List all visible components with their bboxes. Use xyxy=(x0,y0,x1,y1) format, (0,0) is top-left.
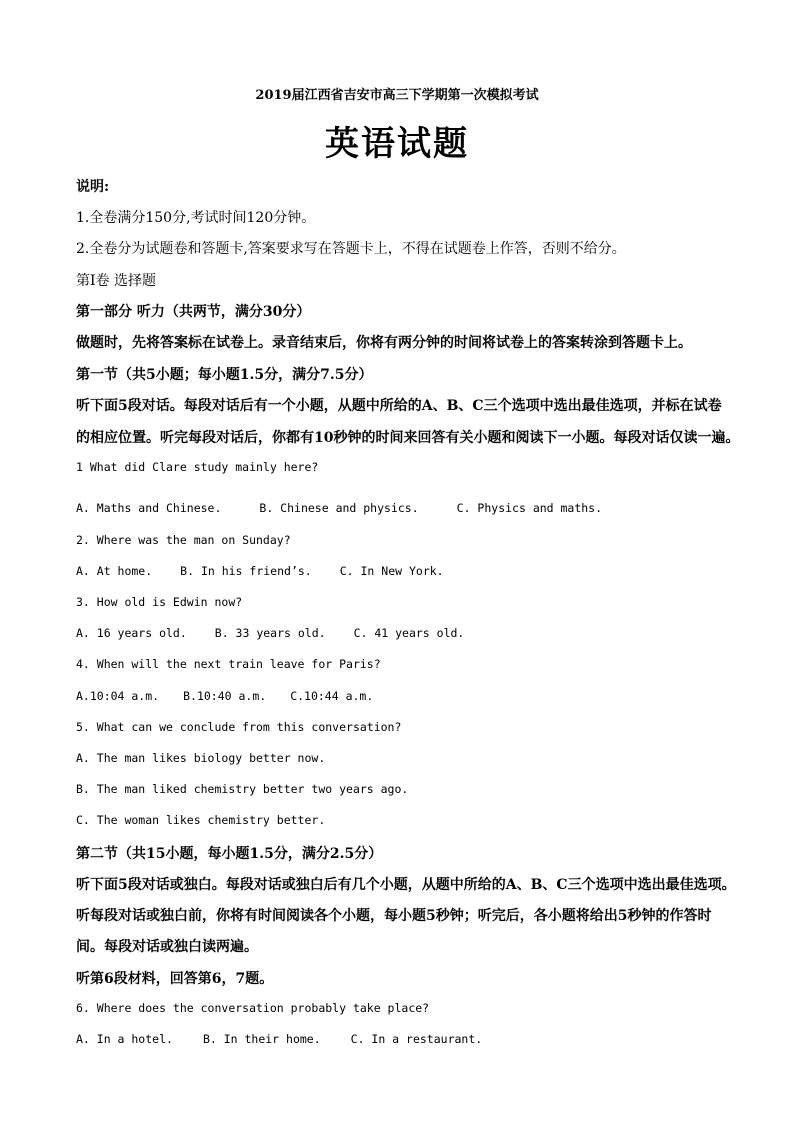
section2-instruction-line-3: 间。每段对话或独白读两遍。 xyxy=(76,939,258,955)
option-c: C. 41 years old. xyxy=(353,626,465,640)
section1-instruction-line-1: 听下面5段对话。每段对话后有一个小题，从题中所给的A、B、C三个选项中选出最佳选项，并标在试卷 xyxy=(76,398,722,414)
question-4-options xyxy=(76,689,373,703)
section1-heading: 第一节（共5小题；每小题1.5分，满分7.5分） xyxy=(76,367,373,383)
option-b: B.10:40 a.m. xyxy=(183,689,267,703)
material-6-heading: 听第6段材料，回答第6，7题。 xyxy=(76,971,274,987)
notes-heading: 说明: xyxy=(76,179,110,195)
option-a: A. In a hotel. xyxy=(76,1032,173,1046)
option-b: B. In his friend’s. xyxy=(180,564,312,578)
option-b: B. Chinese and physics. xyxy=(259,501,419,515)
question-6-stem: 6. Where does the conversation probably take place? xyxy=(76,1001,430,1015)
option-c: C. Physics and maths. xyxy=(456,501,603,515)
option-b: B. 33 years old. xyxy=(214,626,326,640)
question-3-stem: 3. How old is Edwin now? xyxy=(76,595,243,609)
section1-instruction-line-2: 的相应位置。听完每段对话后，你都有10秒钟的时间来回答有关小题和阅读下一小题。每段对话仅读一遍。 xyxy=(76,430,740,446)
option-a: A. 16 years old. xyxy=(76,626,187,640)
section2-heading: 第二节（共15小题，每小题1.5分，满分2.5分） xyxy=(76,846,383,862)
question-6-options xyxy=(76,1032,482,1046)
exam-subtitle: 2019届江西省吉安市高三下学期第一次模拟考试 xyxy=(255,88,539,103)
option-c: C.10:44 a.m. xyxy=(290,689,374,703)
option-a: A. Maths and Chinese. xyxy=(76,501,222,515)
question-1-options xyxy=(76,501,602,515)
question-5-option-c: C. The woman likes chemistry better. xyxy=(76,813,326,827)
option-c: C. In a restaurant. xyxy=(350,1032,483,1046)
option-b: B. In their home. xyxy=(202,1032,321,1046)
option-a: A. At home. xyxy=(76,564,153,578)
exam-title: 英语试题 xyxy=(325,124,469,164)
question-5-option-b: B. The man liked chemistry better two years ago. xyxy=(76,782,409,796)
question-3-options xyxy=(76,626,464,640)
notes-item-1: 1.全卷满分150分,考试时间120分钟。 xyxy=(76,210,316,226)
question-5-option-a: A. The man likes biology better now. xyxy=(76,751,326,765)
question-2-stem: 2. Where was the man on Sunday? xyxy=(76,533,291,547)
question-4-stem: 4. When will the next train leave for Paris? xyxy=(76,657,381,671)
option-a: A.10:04 a.m. xyxy=(76,689,160,703)
section2-instruction-line-2: 听每段对话或独白前，你将有时间阅读各个小题，每小题5秒钟；听完后，各小题将给出5秒钟的作答时 xyxy=(76,908,712,924)
part1-heading: 第一部分 听力（共两节，满分30分） xyxy=(76,304,311,320)
part1-instruction: 做题时，先将答案标在试卷上。录音结束后，你将有两分钟的时间将试卷上的答案转涂到答题卡上。 xyxy=(76,335,692,351)
question-1-stem: 1 What did Clare study mainly here? xyxy=(76,460,319,474)
section2-instruction-line-1: 听下面5段对话或独白。每段对话或独白后有几个小题，从题中所给的A、B、C三个选项中选出最佳选项。 xyxy=(76,877,736,893)
option-c: C. In New York. xyxy=(339,564,444,578)
question-2-options xyxy=(76,564,444,578)
volume-heading: 第Ⅰ卷 选择题 xyxy=(76,273,156,289)
notes-item-2: 2.全卷分为试题卷和答题卡,答案要求写在答题卡上，不得在试题卷上作答，否则不给分。 xyxy=(76,241,626,257)
question-5-stem: 5. What can we conclude from this conversation? xyxy=(76,720,402,734)
